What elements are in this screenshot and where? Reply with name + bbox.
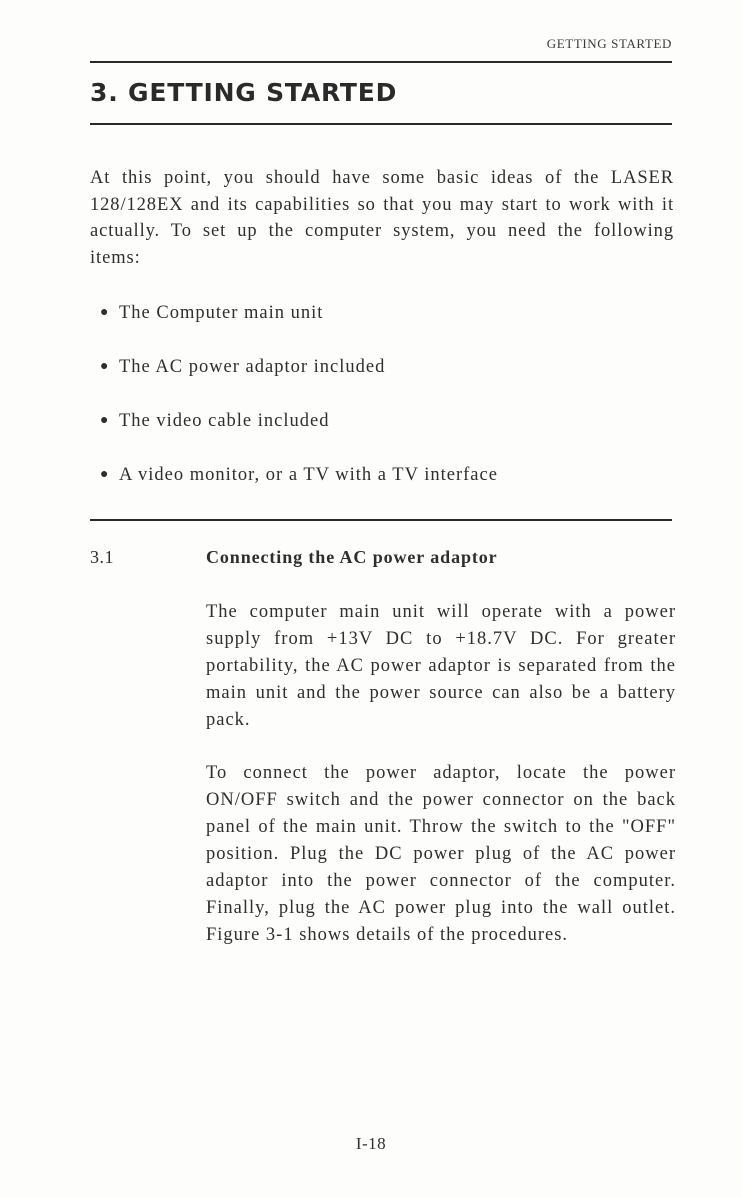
- section-paragraph: To connect the power adaptor, locate the power ON/OFF switch and the power connector on the back panel of the main unit. Throw the switch to the "OFF" position. Plug the DC power plug of the AC power adaptor into the power connector of the computer. Finally, plug the AC power plug into the wall outlet. Figure 3-1 shows details of the procedures.: [206, 763, 676, 945]
- list-item-text: The Computer main unit: [119, 303, 324, 323]
- chapter-title: 3. GETTING STARTED: [90, 78, 398, 107]
- bullet-dot-icon: ●: [100, 359, 110, 374]
- list-item-text: A video monitor, or a TV with a TV interface: [119, 465, 498, 485]
- section-title: Connecting the AC power adaptor: [206, 547, 498, 567]
- section-number: 3.1: [90, 547, 114, 567]
- bullet-dot-icon: ●: [100, 413, 110, 428]
- list-item-text: The AC power adaptor included: [119, 357, 386, 377]
- list-item: [100, 303, 323, 324]
- header-rule: [90, 61, 672, 63]
- list-item: [100, 411, 329, 432]
- bullet-dot-icon: ●: [100, 305, 110, 320]
- title-rule: [90, 123, 672, 125]
- bullet-dot-icon: ●: [100, 467, 110, 482]
- list-item-text: The video cable included: [119, 411, 330, 431]
- list-item: [100, 357, 385, 378]
- section-rule: [90, 519, 672, 521]
- running-head: GETTING STARTED: [546, 36, 672, 51]
- page-number: I-18: [355, 1134, 387, 1153]
- list-item: [100, 465, 498, 486]
- section-paragraph: The computer main unit will operate with a power supply from +13V DC to +18.7V DC. For greater portability, the AC power adaptor is separated from the main unit and the power source can also be a battery pack.: [206, 602, 676, 730]
- intro-paragraph: At this point, you should have some basic ideas of the LASER 128/128EX and its capabilities so that you may start to work with it actually. To set up the computer system, you need the following items:: [90, 168, 674, 268]
